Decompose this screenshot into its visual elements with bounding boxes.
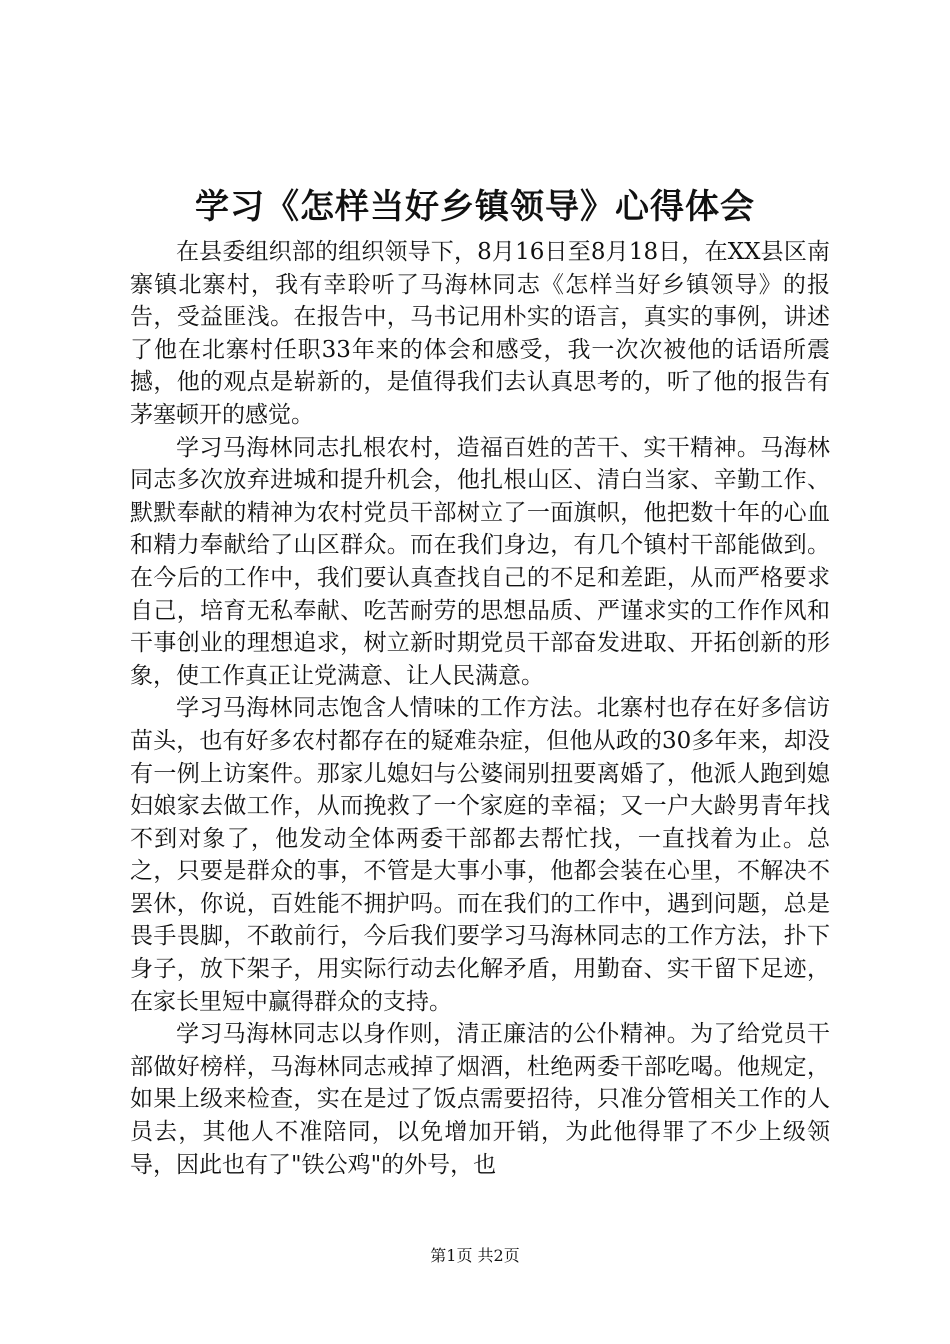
paragraph-3: 学习马海林同志饱含人情味的工作方法。北寨村也存在好多信访苗头，也有好多农村都存在的疑难杂症，但他从政的30多年来，却没有一例上访案件。那家儿媳妇与公婆闹别扭要离婚了，他派人跑到媳妇娘家去做工作，从而挽救了一个家庭的幸福；又一户大龄男青年找不到对象了，他发动全体两委干部都去帮忙找，一直找着为止。总之，只要是群众的事，不管是大事小事，他都会装在心里，不解决不罢休，你说，百姓能不拥护吗。而在我们的工作中，遇到问题，总是畏手畏脚，不敢前行，今后我们要学习马海林同志的工作方法，扑下身子，放下架子，用实际行动去化解矛盾，用勤奋、实干留下足迹，在家长里短中赢得群众的支持。 <box>130 695 830 1015</box>
page-footer <box>0 1245 950 1267</box>
paragraph-1: 在县委组织部的组织领导下，8月16日至8月18日，在XX县区南寨镇北寨村，我有幸聆听了马海林同志《怎样当好乡镇领导》的报告，受益匪浅。在报告中，马书记用朴实的语言，真实的事例，讲述了他在北寨村任职33年来的体会和感受，我一次次被他的话语所震撼，他的观点是崭新的，是值得我们去认真思考的，听了他的报告有茅塞顿开的感觉。 <box>130 239 830 428</box>
page-number: 第1页 共2页 <box>430 1246 520 1265</box>
document-body <box>130 236 830 1181</box>
paragraph-2: 学习马海林同志扎根农村，造福百姓的苦干、实干精神。马海林同志多次放弃进城和提升机会，他扎根山区、清白当家、辛勤工作、默默奉献的精神为农村党员干部树立了一面旗帜，他把数十年的心血和精力奉献给了山区群众。而在我们身边，有几个镇村干部能做到。在今后的工作中，我们要认真查找自己的不足和差距，从而严格要求自己，培育无私奉献、吃苦耐劳的思想品质、严谨求实的工作作风和干事创业的理想追求，树立新时期党员干部奋发进取、开拓创新的形象，使工作真正让党满意、让人民满意。 <box>130 434 830 689</box>
paragraph-4: 学习马海林同志以身作则，清正廉洁的公仆精神。为了给党员干部做好榜样，马海林同志戒掉了烟酒，杜绝两委干部吃喝。他规定，如果上级来检查，实在是过了饭点需要招待，只准分管相关工作的人员去，其他人不准陪同，以免增加开销，为此他得罪了不少上级领导，因此也有了"铁公鸡"的外号，也 <box>130 1021 830 1178</box>
document-title: 学习《怎样当好乡镇领导》心得体会 <box>195 187 755 227</box>
